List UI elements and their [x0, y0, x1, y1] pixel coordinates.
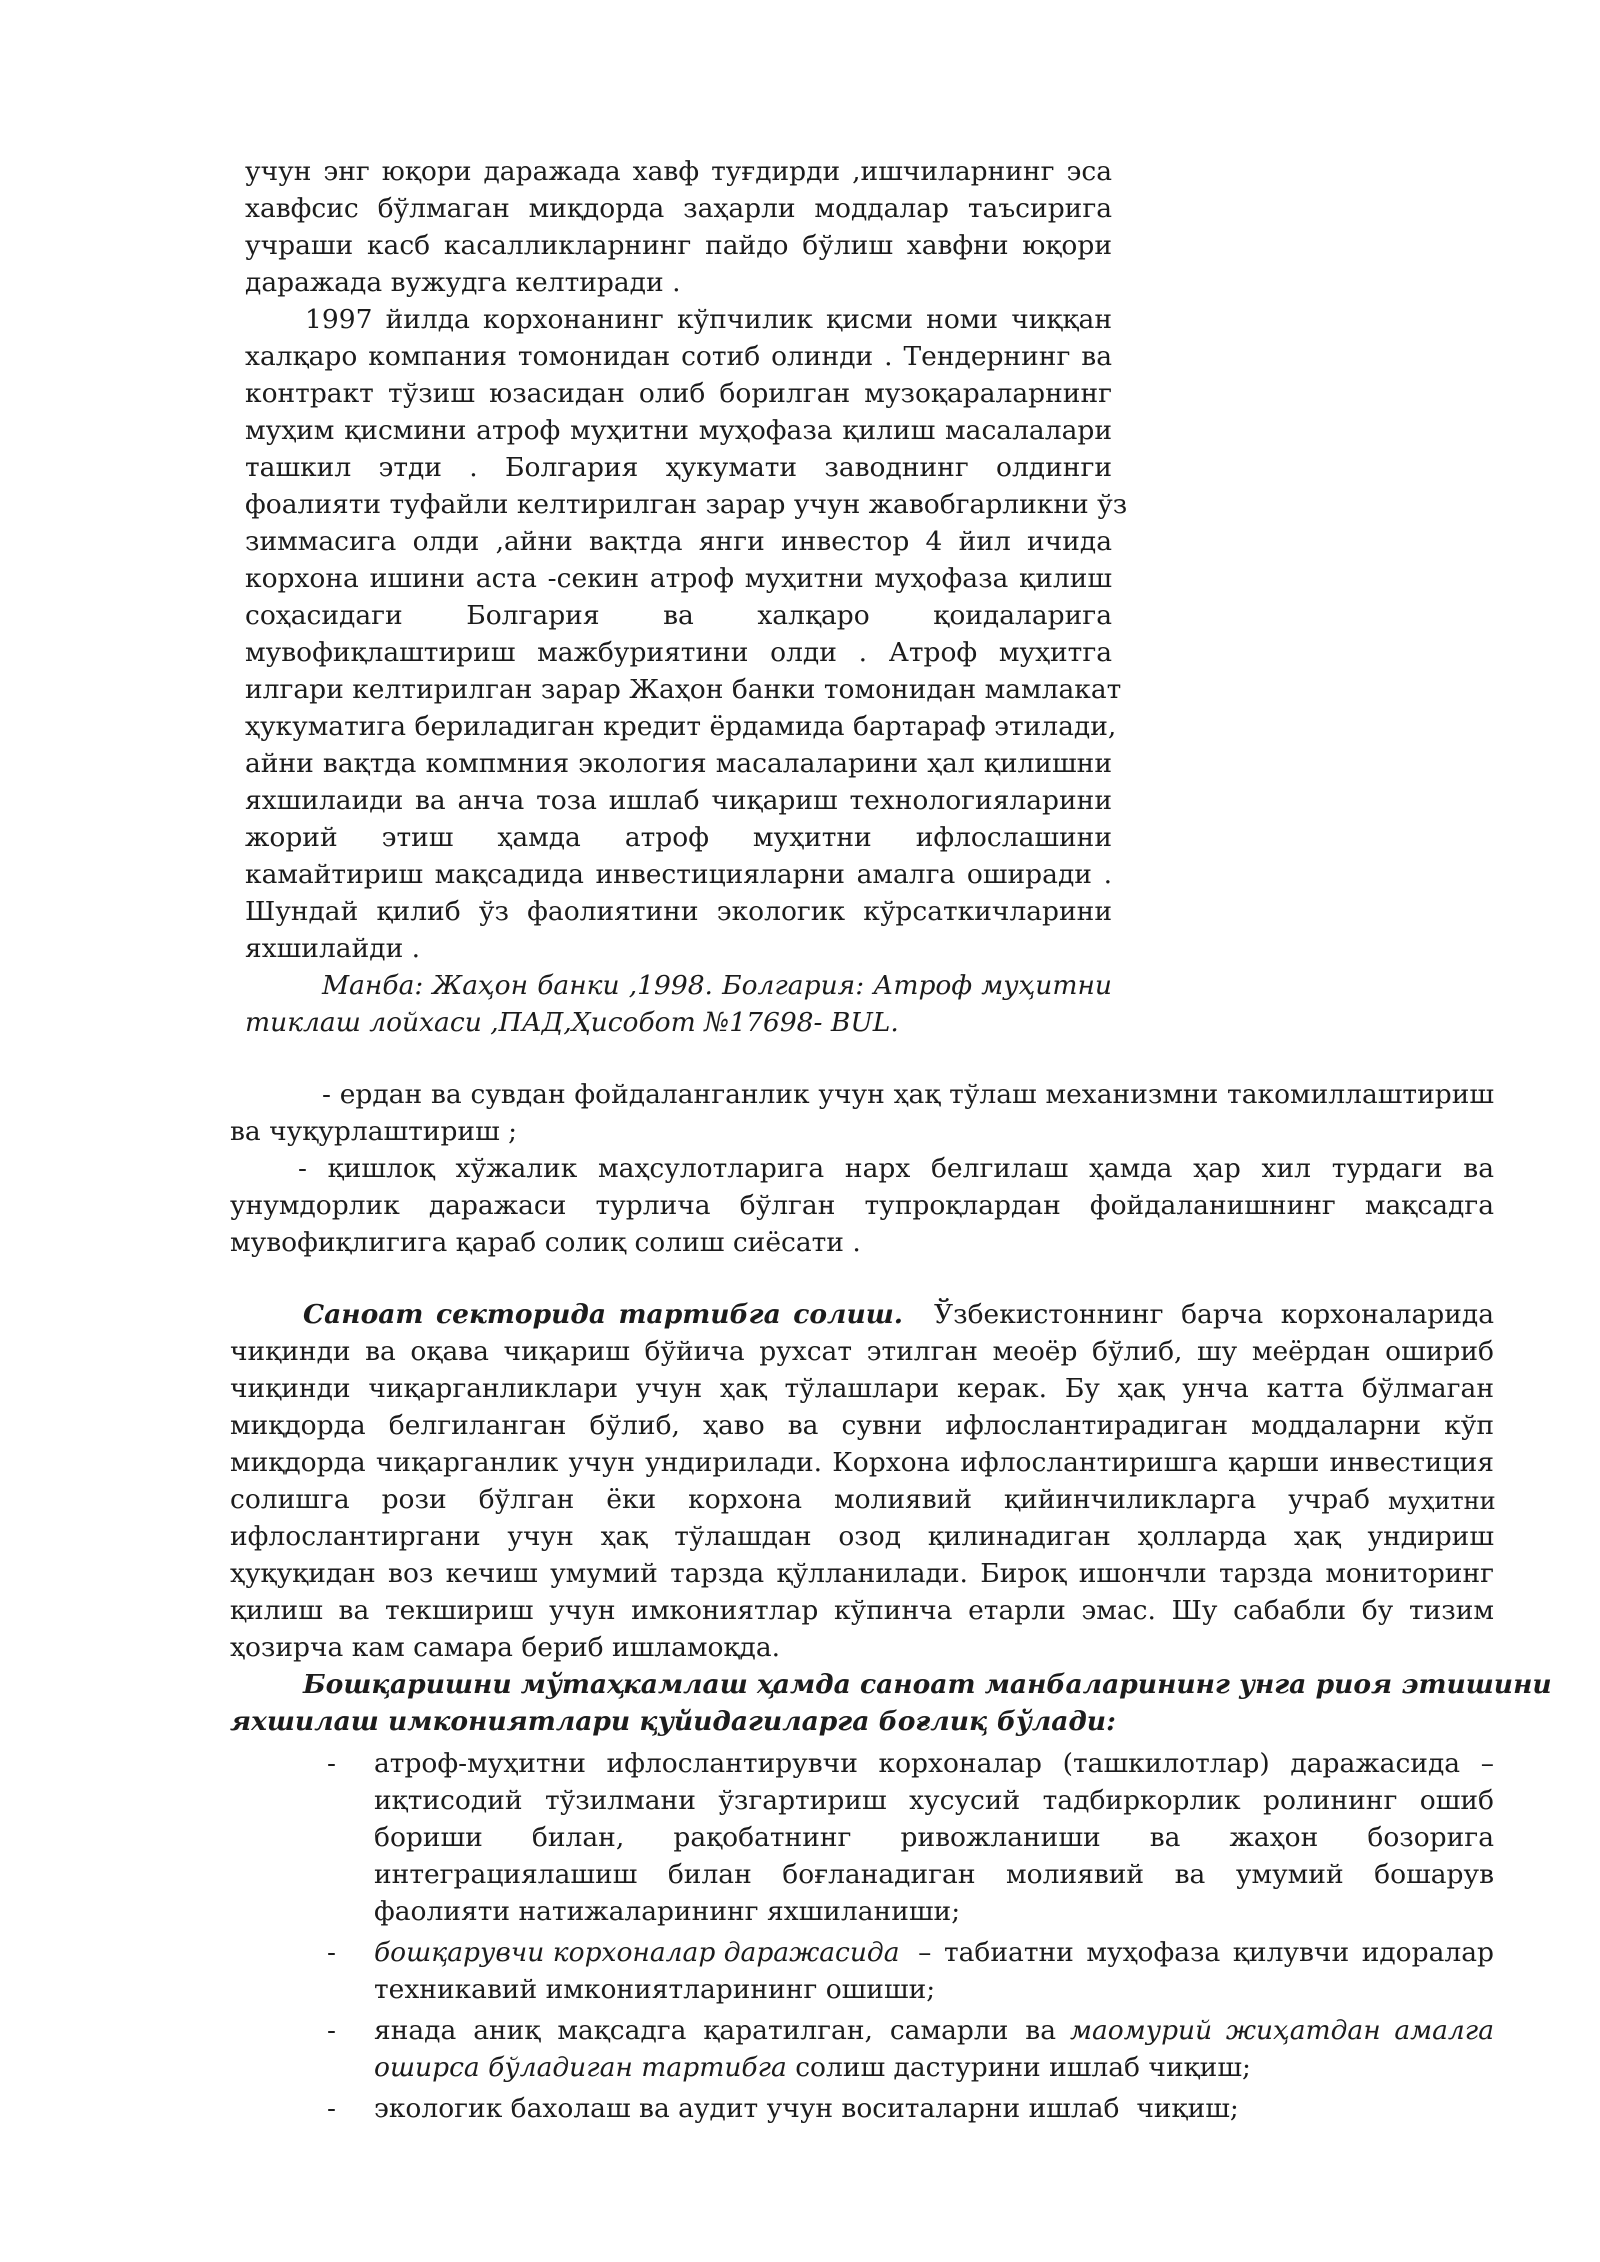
box-line: ташкил этди . Болгария ҳукумати заводнинг олдинги: [245, 452, 1112, 483]
list-item: мувофиқлигига қараб солиқ солиш сиёсати .: [230, 1227, 861, 1258]
section-line: солишга рози бўлган ёки корхона молиявий қийинчиликларга учраб: [230, 1484, 1370, 1515]
box-line: мувофиқлаштириш мажбуриятини олди . Атроф муҳитга: [245, 637, 1112, 668]
box-line: айни вақтда компмния экология масалаларини ҳал қилишни: [245, 748, 1112, 779]
source-note: тиклаш лойхаси ,ПАД,Ҳисобот №17698- BUL.: [245, 1007, 899, 1038]
bullet-line: иқтисодий тўзилмани ўзгартириш хусусий тадбиркорлик ролининг ошиб: [374, 1785, 1494, 1816]
list-item: ва чуқурлаштириш ;: [230, 1116, 518, 1147]
bullet-dash: -: [327, 1937, 336, 1968]
box-line: халқаро компания томонидан сотиб олинди . Тендернинг ва: [245, 341, 1112, 372]
box-line: даражада вужудга келтиради .: [245, 267, 681, 298]
box-line: корхона ишини аста -секин атроф муҳитни муҳофаза қилиш: [245, 563, 1112, 594]
section-line: ҳуқуқидан воз кечиш умумий тарзда қўлланилади. Бироқ ишончли тарзда мониторинг: [230, 1558, 1494, 1589]
box-line: учраши касб касалликларнинг пайдо бўлиш хавфни юқори: [245, 230, 1112, 261]
box-line: 1997 йилда корхонанинг кўпчилик қисми номи чиққан: [305, 304, 1112, 335]
section-heading: Саноат секторида тартибга солиш.: [303, 1299, 903, 1330]
bullet-text: – табиатни муҳофаза қилувчи идоралар: [905, 1937, 1494, 1968]
box-line: соҳасидаги Болгария ва халқаро қоидаларига: [245, 600, 1112, 631]
list-item: унумдорлик даражаси турлича бўлган тупроқлардан фойдаланишнинг мақсадга: [230, 1190, 1494, 1221]
section-line: ҳозирча кам самара бериб ишламоқда.: [230, 1632, 781, 1663]
box-line: яхшилайди .: [245, 933, 421, 964]
section-line: миқдорда чиқарганлик учун ундирилади. Корхона ифлослантиришга қарши инвестиция: [230, 1447, 1494, 1478]
bullet-line: атроф-муҳитни ифлослантирувчи корхоналар (ташкилотлар) даражасида –: [374, 1748, 1494, 1779]
bullet-italic: оширса бўладиган тартибга: [374, 2052, 787, 2083]
box-line: учун энг юқори даражада хавф туғдирди ,ишчиларнинг эса: [245, 156, 1112, 187]
box-line: зиммасига олди ,айни вақтда янги инвестор 4 йил ичида: [245, 526, 1112, 557]
section-text: Ўзбекистоннинг барча корхоналарида: [934, 1299, 1494, 1330]
box-line: хавфсис бўлмаган миқдорда заҳарли моддалар таъсирига: [245, 193, 1112, 224]
bullet-line: экологик бахолаш ва аудит учун воситаларни ишлаб чиқиш;: [374, 2093, 1239, 2124]
box-line: илгари келтирилган зарар Жаҳон банки томонидан мамлакат: [245, 674, 1122, 705]
bullet-italic: бошқарувчи корхоналар даражасида: [374, 1937, 900, 1968]
section-subheading: Бошқаришни мўтаҳкамлаш ҳамда саноат манбаларининг унга риоя этишини: [303, 1669, 1552, 1700]
box-line: Шундай қилиб ўз фаолиятини экологик кўрсаткичларини: [245, 896, 1112, 927]
bullet-text: янада аниқ мақсадга қаратилган, самарли ва: [374, 2015, 1056, 2046]
bullet-line: [374, 1934, 1494, 1971]
bullet-italic: маомурий жиҳатдан амалга: [1070, 2015, 1494, 2046]
section-small-word: муҳитни: [1388, 1487, 1496, 1515]
section-line: чиқинди чиқарганликлари учун ҳақ тўлашлари керак. Бу ҳақ унча катта бўлмаган: [230, 1373, 1494, 1404]
box-line: жорий этиш ҳамда атроф муҳитни ифлослашини: [245, 822, 1112, 853]
bullet-line: интеграциялашиш билан боғланадиган молиявий ва умумий бошарув: [374, 1859, 1494, 1890]
box-line: фоалияти туфайли келтирилган зарар учун жавобгарликни ўз: [245, 489, 1128, 520]
box-line: ҳукуматига бериладиган кредит ёрдамида бартараф этилади,: [245, 711, 1117, 742]
box-line: камайтириш мақсадида инвестицияларни амалга оширади .: [245, 859, 1112, 890]
bullet-line: фаолияти натижаларининг яхшиланиши;: [374, 1896, 961, 1927]
box-line: контракт тўзиш юзасидан олиб борилган музоқараларнинг: [245, 378, 1112, 409]
list-item: - ердан ва сувдан фойдаланганлик учун ҳақ тўлаш механизмни такомиллаштириш: [322, 1079, 1494, 1110]
section-first-line: [303, 1296, 1494, 1333]
section-line: чиқинди ва оқава чиқариш бўйича рухсат этилган меоёр бўлиб, шу меёрдан ошириб: [230, 1336, 1494, 1367]
bullet-text: солиш дастурини ишлаб чиқиш;: [786, 2052, 1251, 2083]
bullet-dash: -: [327, 2015, 336, 2046]
box-line: муҳим қисмини атроф муҳитни муҳофаза қилиш масалалари: [245, 415, 1112, 446]
section-line: миқдорда белгиланган бўлиб, ҳаво ва сувни ифлослантирадиган моддаларни кўп: [230, 1410, 1494, 1441]
bullet-line: бориши билан, рақобатнинг ривожланиши ва жаҳон бозорига: [374, 1822, 1494, 1853]
list-item: - қишлоқ хўжалик маҳсулотларига нарх белгилаш ҳамда ҳар хил турдаги ва: [298, 1153, 1494, 1184]
box-line: яхшилаиди ва анча тоза ишлаб чиқариш технологияларини: [245, 785, 1112, 816]
bullet-line: [374, 2049, 1251, 2086]
bullet-dash: -: [327, 1748, 336, 1779]
section-line: ифлослантиргани учун ҳақ тўлашдан озод қилинадиган ҳолларда ҳақ ундириш: [230, 1521, 1494, 1552]
section-subheading: яхшилаш имкониятлари қуйидагиларга боғлиқ бўлади:: [230, 1706, 1116, 1737]
source-note: Манба: Жаҳон банки ,1998. Болгария: Атроф муҳитни: [322, 970, 1112, 1001]
bullet-dash: -: [327, 2093, 336, 2124]
bullet-line: техникавий имкониятларининг ошиши;: [374, 1974, 936, 2005]
bullet-line: [374, 2012, 1494, 2049]
section-line: қилиш ва текшириш учун имкониятлар кўпинча етарли эмас. Шу сабабли бу тизим: [230, 1595, 1494, 1626]
